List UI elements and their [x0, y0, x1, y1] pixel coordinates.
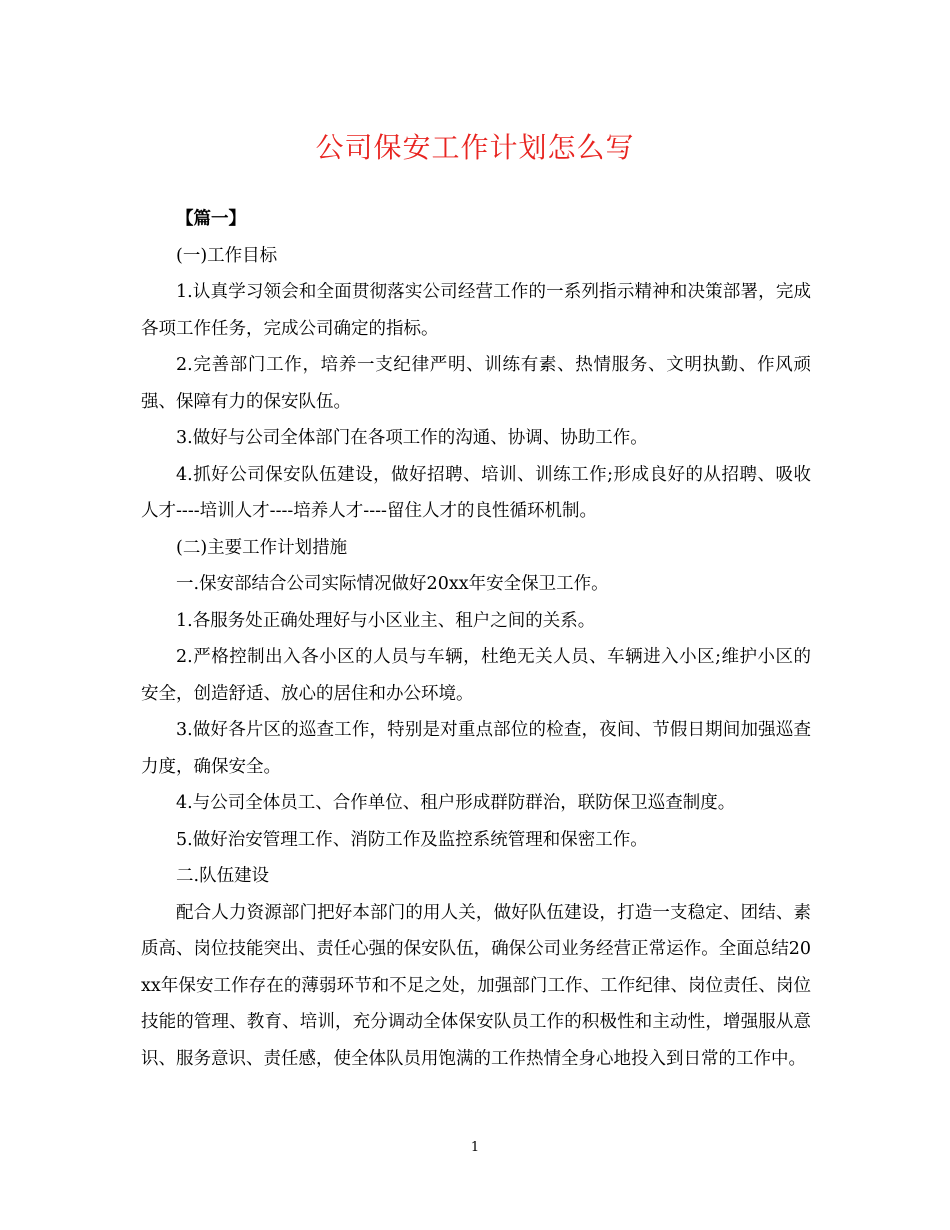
subsection-heading: 二.队伍建设 [176, 866, 270, 886]
page-number: 1 [470, 1140, 480, 1155]
paragraph: 4.抓好公司保安队伍建设，做好招聘、培训、训练工作;形成良好的从招聘、吸收人才----培训人才----培养人才----留住人才的良性循环机制。 [141, 464, 811, 521]
document-title: 公司保安工作计划怎么写 [315, 131, 635, 164]
subsection-heading: (一)工作目标 [176, 245, 278, 266]
paragraph: 配合人力资源部门把好本部门的用人关，做好队伍建设，打造一支稳定、团结、素质高、岗位技能突出、责任心强的保安队伍，确保公司业务经营正常运作。全面总结20xx年保安工作存在的薄弱环节和不足之处，加强部门工作、工作纪律、岗位责任、岗位技能的管理、教育、培训，充分调动全体保安队员工作的积极性和主动性，增强服从意识、服务意识、责任感，使全体队员用饱满的工作热情全身心地投入到日常的工作中。 [141, 902, 811, 1069]
paragraph: 3.做好各片区的巡查工作，特别是对重点部位的检查，夜间、节假日期间加强巡查力度，确保安全。 [141, 720, 811, 777]
paragraph: 2.完善部门工作，培养一支纪律严明、训练有素、热情服务、文明执勤、作风顽强、保障有力的保安队伍。 [141, 355, 811, 412]
paragraph: 3.做好与公司全体部门在各项工作的沟通、协调、协助工作。 [176, 428, 648, 448]
paragraph: 1.各服务处正确处理好与小区业主、租户之间的关系。 [176, 610, 596, 631]
paragraph: 一.保安部结合公司实际情况做好20xx年安全保卫工作。 [176, 574, 609, 594]
paragraph: 1.认真学习领会和全面贯彻落实公司经营工作的一系列指示精神和决策部署，完成各项工作任务，完成公司确定的指标。 [141, 282, 811, 339]
paragraph: 5.做好治安管理工作、消防工作及监控系统管理和保密工作。 [176, 829, 648, 850]
paragraph: 2.严格控制出入各小区的人员与车辆，杜绝无关人员、车辆进入小区;维护小区的安全，创造舒适、放心的居住和办公环境。 [141, 647, 811, 704]
section-heading: 【篇一】 [176, 209, 246, 229]
paragraph: 4.与公司全体员工、合作单位、租户形成群防群治，联防保卫巡查制度。 [176, 793, 736, 813]
subsection-heading: (二)主要工作计划措施 [176, 537, 348, 558]
document-body [141, 201, 811, 1077]
